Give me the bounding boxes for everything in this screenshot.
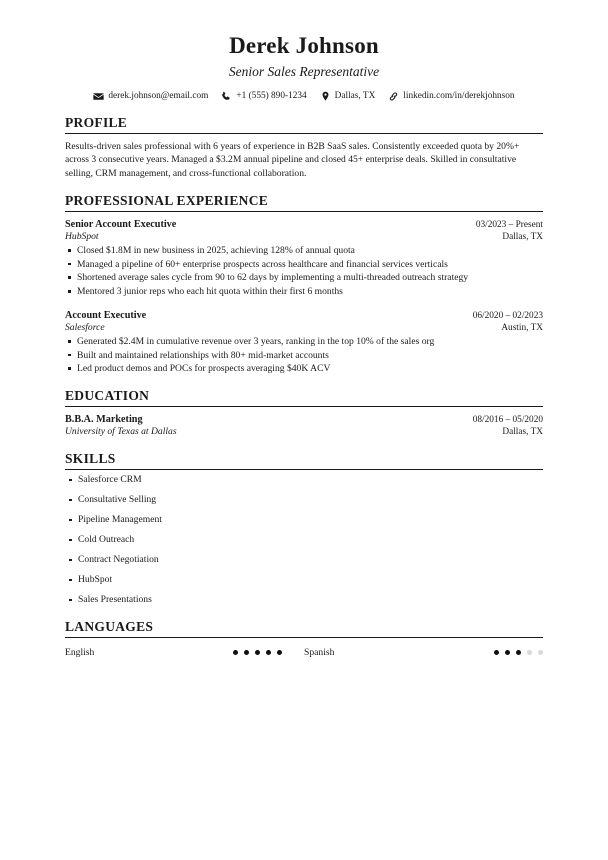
- contact-email-text: derek.johnson@email.com: [108, 90, 209, 101]
- language-entry: [65, 647, 304, 659]
- proficiency-dot-filled: [244, 650, 249, 655]
- job-bullet: Built and maintained relationships with 80+ mid-market accounts: [65, 349, 543, 362]
- location-pin-icon: [320, 91, 331, 102]
- section-divider: [65, 469, 543, 470]
- section-divider: [65, 211, 543, 212]
- skill-item: Pipeline Management: [65, 514, 543, 526]
- contact-location: [320, 91, 376, 102]
- skill-item: Sales Presentations: [65, 594, 543, 606]
- company-name: HubSpot: [65, 231, 99, 243]
- languages-row: [65, 647, 543, 659]
- section-title-profile: PROFILE: [65, 115, 128, 131]
- job-title: Senior Account Executive: [65, 219, 177, 230]
- section-title-skills: SKILLS: [65, 451, 116, 467]
- entry-header: [65, 309, 543, 334]
- section-title-languages: LANGUAGES: [65, 619, 154, 635]
- job-bullet: Managed a pipeline of 60+ enterprise prospects across healthcare and financial services verticals: [65, 258, 543, 271]
- phone-icon: [221, 91, 232, 102]
- language-proficiency-dots: [233, 650, 282, 655]
- section-divider: [65, 133, 543, 134]
- section-education: [65, 388, 543, 438]
- proficiency-dot-empty: [538, 650, 543, 655]
- job-bullet-list: [65, 335, 543, 375]
- contact-email[interactable]: [93, 91, 208, 102]
- job-dates: 03/2023 – Present: [475, 220, 543, 230]
- proficiency-dot-filled: [516, 650, 521, 655]
- contact-phone[interactable]: [221, 91, 306, 102]
- contact-linkedin-text: linkedin.com/in/derekjohnson: [403, 90, 515, 101]
- candidate-name: Derek Johnson: [229, 33, 379, 58]
- skill-item: HubSpot: [65, 574, 543, 586]
- profile-summary-text: Results-driven sales professional with 6 years of experience in B2B SaaS sales. Consistently exceeded quota by 20%+ across 3 consecutive years. Managed a $3.2M annual pipeline and closed 45+ enterprise deals. Skilled in consultative selling, CRM management, and cross-functional collaboration.: [65, 140, 520, 179]
- proficiency-dot-filled: [277, 650, 282, 655]
- job-dates: 06/2020 – 02/2023: [472, 311, 543, 321]
- contact-phone-text: +1 (555) 890-1234: [236, 90, 307, 101]
- job-bullet: Shortened average sales cycle from 90 to 62 days by implementing a multi-threaded outreach strategy: [65, 271, 543, 284]
- proficiency-dot-filled: [266, 650, 271, 655]
- job-bullet: Mentored 3 junior reps who each hit quota within their first 6 months: [65, 285, 543, 298]
- degree-name: B.B.A. Marketing: [65, 413, 143, 425]
- section-skills: [65, 451, 543, 606]
- skill-item: Cold Outreach: [65, 534, 543, 546]
- language-proficiency-dots: [494, 650, 543, 655]
- proficiency-dot-empty: [527, 650, 532, 655]
- section-divider: [65, 637, 543, 638]
- experience-entry: [65, 218, 543, 298]
- education-location: Dallas, TX: [502, 427, 543, 438]
- section-divider: [65, 406, 543, 407]
- candidate-title: Senior Sales Representative: [228, 63, 380, 79]
- section-experience: [65, 193, 543, 375]
- proficiency-dot-filled: [255, 650, 260, 655]
- job-location: Dallas, TX: [502, 232, 543, 243]
- skill-item: Contract Negotiation: [65, 554, 543, 566]
- job-bullet: Closed $1.8M in new business in 2025, achieving 128% of annual quota: [65, 244, 543, 257]
- section-profile: [65, 115, 543, 180]
- section-title-education: EDUCATION: [65, 388, 150, 404]
- section-languages: [65, 619, 543, 658]
- language-name: Spanish: [304, 646, 335, 658]
- proficiency-dot-filled: [494, 650, 499, 655]
- school-name: University of Texas at Dallas: [65, 426, 177, 438]
- job-bullet-list: [65, 244, 543, 298]
- experience-entry: [65, 309, 543, 375]
- job-location: Austin, TX: [501, 323, 543, 334]
- job-title: Account Executive: [65, 310, 147, 321]
- skill-item: Consultative Selling: [65, 494, 543, 506]
- proficiency-dot-filled: [505, 650, 510, 655]
- job-bullet: Generated $2.4M in cumulative revenue over 3 years, ranking in the top 10% of the sales org: [65, 335, 543, 348]
- entry-header: [65, 413, 543, 438]
- skills-list: [65, 474, 543, 606]
- skill-item: Salesforce CRM: [65, 474, 543, 486]
- contact-row: [65, 91, 543, 102]
- language-entry: [304, 647, 543, 659]
- contact-location-text: Dallas, TX: [334, 90, 376, 101]
- entry-header: [65, 218, 543, 243]
- proficiency-dot-filled: [233, 650, 238, 655]
- contact-linkedin[interactable]: [388, 91, 514, 102]
- language-name: English: [65, 646, 95, 658]
- education-entry: [65, 413, 543, 438]
- envelope-icon: [93, 91, 104, 102]
- section-title-experience: PROFESSIONAL EXPERIENCE: [65, 193, 269, 209]
- company-name: Salesforce: [65, 322, 105, 334]
- job-bullet: Led product demos and POCs for prospects averaging $40K ACV: [65, 362, 543, 375]
- link-icon: [388, 91, 399, 102]
- education-dates: 08/2016 – 05/2020: [472, 414, 543, 425]
- resume-header: [65, 32, 543, 102]
